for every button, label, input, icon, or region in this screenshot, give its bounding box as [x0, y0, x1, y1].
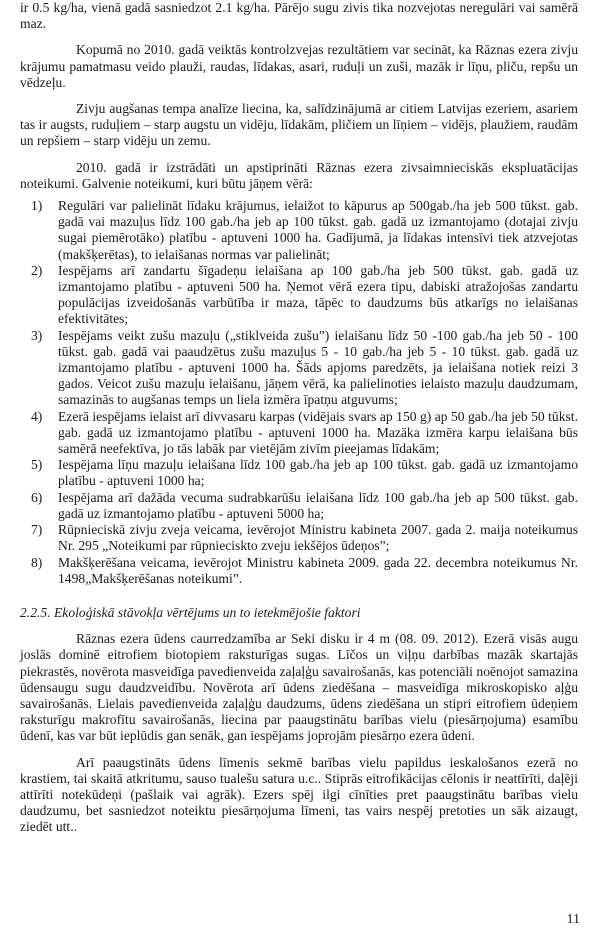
list-item — [20, 490, 578, 522]
paragraph-growth-rate: Zivju augšanas tempa analīze liecina, ka, salīdzinājumā ar citiem Latvijas ezeriem, asariem tas ir augsts, ruduļiem – starp augstu un vidēju, līdakām, pličiem un līņiem – vidējs, plaužiem, raudām un repšiem – starp vidēju un zemu. — [20, 101, 578, 149]
list-item-number: 6) — [31, 489, 43, 505]
list-item-number: 7) — [31, 522, 43, 538]
list-item — [20, 409, 578, 458]
list-item — [20, 522, 578, 554]
list-item-text: Regulāri var palielināt līdaku krājumus, ielaižot to kāpurus ap 500gab./ha jeb 500 tūkst. gab. gadā vai mazuļus līdz 100 gab./ha jeb ap 100 tūkst. gab. gadā uz izmantojamo (dotajai zivju sugai piemērotāko) platību - aptuveni 1000 ha. Gadījumā, ja līdakas intensīvi tiek atzvejotas (makšķerētas), to ielaišanas normas var palielināt; — [58, 198, 578, 262]
list-item — [20, 328, 578, 409]
list-item — [20, 263, 578, 328]
list-item — [20, 457, 578, 489]
paragraph-control-fishing-results: Kopumā no 2010. gadā veiktās kontrolzvejas rezultātiem var secināt, ka Rāznas ezera zivju krājumu pamatmasu veido plauži, raudas, līdakas, asari, ruduļi un zuši, mazāk ir līņu, pliču, repšu un vēdzeļu. — [20, 42, 578, 90]
paragraph-exploitation-rules-intro: 2010. gadā ir izstrādāti un apstiprināti Rāznas ezera zivsaimnieciskās ekspluatācijas noteikumi. Galvenie noteikumi, kuri būtu jāņem vērā: — [20, 159, 578, 191]
page-number: 11 — [566, 912, 580, 927]
rules-list — [20, 198, 578, 587]
list-item-text: Rūpnieciskā zivju zveja veicama, ievērojot Ministru kabineta 2007. gada 2. maija noteikumus Nr. 295 „Noteikumi par rūpnieciskto zveju iekšējos ūdeņos”; — [58, 522, 578, 554]
list-item-number: 1) — [31, 198, 43, 214]
list-item — [20, 555, 578, 587]
list-item-number: 3) — [31, 327, 43, 343]
list-item-text: Iespējama līņu mazuļu ielaišana līdz 100 gab./ha jeb ap 100 tūkst. gab. gadā uz izmantojamo platību - aptuveni 1000 ha; — [58, 457, 578, 489]
list-item-number: 2) — [31, 262, 43, 278]
paragraph-water-transparency: Rāznas ezera ūdens caurredzamība ar Seki disku ir 4 m (08. 09. 2012). Ezerā visās augu joslās dominē eitrofiem biotopiem raksturīgas sugas. Līčos un viļņu darbības mazāk skartajās piekrastēs, novērota masveidīga pavedienveida zaļaļģu savairošanās, kas potenciāli noēnojot samazina ūdensaugu sugu daudzveidību. Novērota arī ūdens ziedēšana – masveidīga mikroskopisko aļģu savairošanās. Lielais pavedienveida zaļaļģu daudzums, ūdens ziedēšana un stipri eitrofiem ūdeņiem raksturīgu makrofītu savairošanās, liecina par paaugstinātu barības vielu (piesārņojuma) esamību ūdenī, kas var būt ieplūdis gan senāk, gan iespējams joprojām piesārņo ezera ūdeni. — [20, 631, 578, 744]
section-heading: 2.2.5. Ekoloģiskā stāvokļa vērtējums un to ietekmējošie faktori — [20, 604, 361, 620]
list-item-text: Iespējams arī zandartu šīgadeņu ielaišana ap 100 gab./ha jeb 500 tūkst. gab. gadā uz izmantojamo platību - aptuveni 500 ha. Ņemot vērā ezera tipu, dabiski atražojošas zandartu populācijas izveidošanās varbūtība ir maza, tāpēc to daudzums būs atkarīgs no ielaišanas efektivitātes; — [58, 262, 578, 327]
list-item-text: Iespējams veikt zušu mazuļu („stiklveida zušu”) ielaišanu līdz 50 -100 gab./ha jeb 50 - 100 tūkst. gab. gadā vai paaudzētus zušu mazuļus 5 - 10 gab./ha jeb 5 - 10 tūkst. gab. gadā uz izmantojamo platību - aptuveni 1000 ha. Šāds apjoms paredzēts, ja ielaišana notiek reizi 3 gados. Veicot zušu mazuļu ielaišanu, jāņem vērā, ka palielinoties ielaisto mazuļu daudzumam, samazinās to augšanas temps un liela izmēra īpatņu atguvums; — [58, 327, 578, 408]
list-item — [20, 198, 578, 263]
list-item-text: Ezerā iespējams ielaist arī divvasaru karpas (vidējais svars ap 150 g) ap 50 gab./ha jeb 50 tūkst. gab. gadā uz izmantojamo platību - aptuveni 1000 ha. Mazāka izmēra karpu ielaišana būs samērā neefektīva, jo tās labāk par vietējām zivīm pieejamas līdakām; — [58, 408, 578, 457]
list-item-text: Makšķerēšana veicama, ievērojot Ministru kabineta 2009. gada 22. decembra noteikumus Nr. 1498„Makšķerēšanas noteikumi”. — [58, 554, 578, 586]
paragraph-eutrophication-causes: Arī paaugstināts ūdens līmenis sekmē barības vielu papildus ieskalošanos ezerā no krastiem, tai skaitā atkritumu, sauso tualešu satura u.c.. Stiprās eitrofikācijas cēlonis ir neattīrīti, daļēji attīrīti notekūdeņi (pašlaik vai agrāk). Ezers spēj ilgi cīnīties pret paaugstinātu barības vielu daudzumu, bet sasniedzot noteiktu piesārņojuma līmeni, tas vairs nespēj pretoties un sāk aizaugt, ziedēt utt.. — [20, 754, 578, 835]
list-item-number: 5) — [31, 457, 43, 473]
document-page — [20, 0, 578, 836]
list-item-text: Iespējama arī dažāda vecuma sudrabkarūšu ielaišana līdz 100 gab./ha jeb ap 500 tūkst. gab. gadā uz izmantojamo platību - aptuveni 5000 ha; — [58, 489, 578, 521]
paragraph-continuation: ir 0.5 kg/ha, vienā gadā sasniedzot 2.1 kg/ha. Pārējo sugu zivis tika nozvejotas neregulāri vai samērā maz. — [20, 0, 578, 32]
list-item-number: 4) — [31, 408, 43, 424]
list-item-number: 8) — [31, 554, 43, 570]
